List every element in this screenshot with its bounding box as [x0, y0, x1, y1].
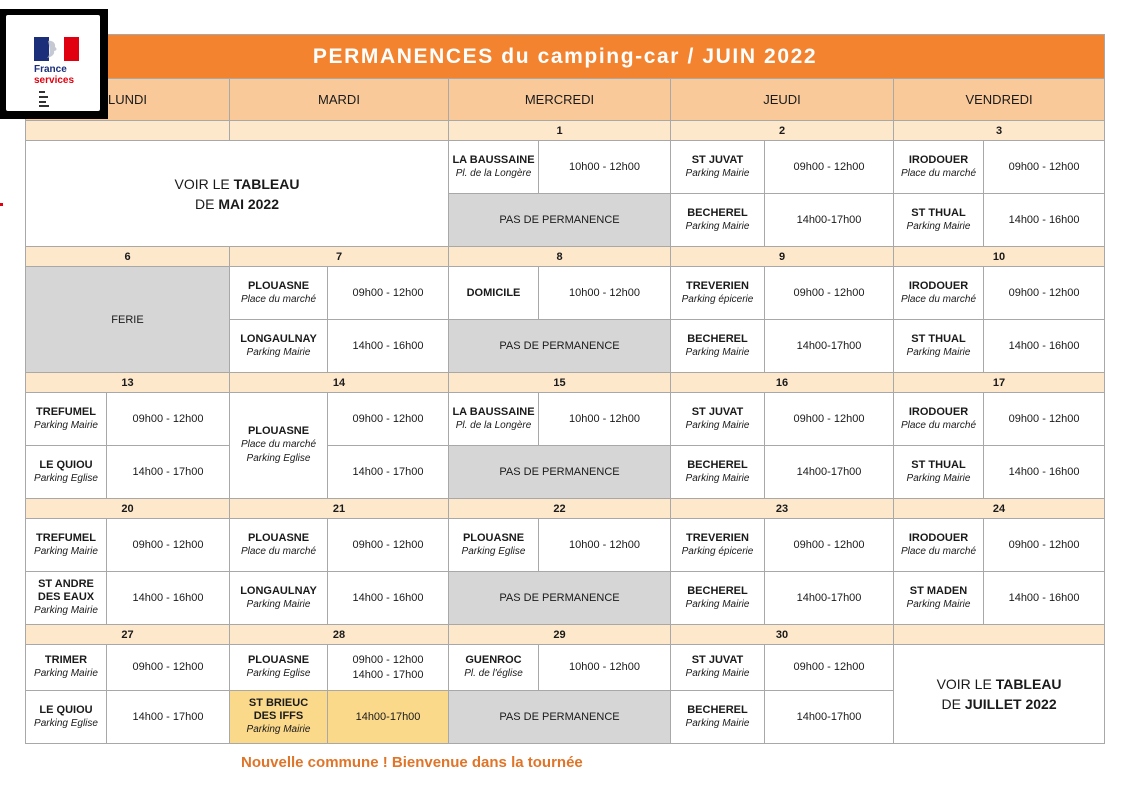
no-permanence-cell: PAS DE PERMANENCE [449, 320, 671, 373]
date-cell: 13 [26, 373, 230, 393]
new-commune-time-cell [328, 691, 449, 744]
time-slot: 09h00 - 12h00 [1008, 412, 1080, 425]
time-cell [539, 645, 671, 691]
date-cell: 21 [230, 499, 449, 519]
time-cell [765, 320, 894, 373]
location-detail: Parking Mairie [906, 598, 971, 610]
new-commune-footnote: Nouvelle commune ! Bienvenue dans la tournée [241, 754, 583, 771]
place-name: TREVERIEN [686, 279, 749, 292]
no-permanence-cell: PAS DE PERMANENCE [449, 194, 671, 247]
page-title: PERMANENCES du camping-car / JUIN 2022 [26, 35, 1105, 79]
time-slot: 09h00 - 12h00 [352, 653, 424, 666]
date-cell: 22 [449, 499, 671, 519]
place-cell [894, 572, 984, 625]
time-slot: 14h00 - 17h00 [132, 710, 204, 723]
no-permanence-cell: PAS DE PERMANENCE [449, 446, 671, 499]
place-cell [26, 645, 107, 691]
location-detail: Place du marché [900, 167, 977, 179]
time-cell [539, 519, 671, 572]
date-cell: 1 [449, 121, 671, 141]
day-header-mardi: MARDI [230, 79, 449, 121]
location-detail: Parking Mairie [906, 472, 971, 484]
logo-line-2: services [34, 75, 75, 86]
time-slot: 14h00 - 16h00 [352, 339, 424, 352]
place-cell [26, 519, 107, 572]
location-detail: Parking Mairie [906, 346, 971, 358]
place-name: LA BAUSSAINE [452, 153, 535, 166]
location-detail: Parking Mairie [34, 605, 98, 616]
time-slot: 14h00 - 16h00 [1008, 591, 1080, 604]
time-cell [328, 320, 449, 373]
place-cell [671, 141, 765, 194]
place-name: TREVERIEN [686, 531, 749, 544]
time-slot: VOIR LE [936, 676, 996, 692]
time-slot: 09h00 - 12h00 [352, 538, 424, 551]
time-cell [984, 141, 1105, 194]
place-name: PLOUASNE [247, 654, 310, 666]
place-cell [449, 519, 539, 572]
time-cell [984, 267, 1105, 320]
time-slot: 14h00 - 16h00 [1008, 465, 1080, 478]
place-cell [449, 267, 539, 320]
time-slot: 14h00-17h00 [796, 591, 862, 604]
day-header-mercredi: MERCREDI [449, 79, 671, 121]
place-name: LONGAULNAY [240, 332, 317, 345]
location-detail: Parking Eglise [34, 472, 98, 484]
time-slot: 14h00 - 16h00 [352, 591, 424, 604]
place-cell [26, 572, 107, 625]
time-cell [984, 446, 1105, 499]
place-name: ST JUVAT [691, 405, 744, 418]
time-cell [328, 393, 449, 446]
date-cell: 28 [230, 625, 449, 645]
day-header-jeudi: JEUDI [671, 79, 894, 121]
red-tick-mark [0, 203, 3, 206]
place-name: IRODOUER [908, 279, 969, 292]
place-cell [671, 320, 765, 373]
location-detail: Parking épicerie [681, 545, 754, 557]
time-slot: 09h00 - 12h00 [793, 412, 865, 425]
place-cell [671, 572, 765, 625]
time-slot: 09h00 - 12h00 [793, 661, 865, 673]
place-name: ST THUAL [911, 332, 966, 345]
time-cell [328, 519, 449, 572]
place-cell [671, 691, 765, 744]
place-cell [230, 645, 328, 691]
place-name: GUENROC [465, 654, 522, 666]
time-slot: 09h00 - 12h00 [132, 661, 204, 673]
place-cell [894, 446, 984, 499]
location-detail: Parking Mairie [685, 419, 750, 431]
place-cell [230, 393, 328, 499]
time-cell [765, 645, 894, 691]
place-name: ST JUVAT [691, 654, 744, 666]
place-name: BECHEREL [687, 332, 748, 345]
place-name: BECHEREL [687, 584, 748, 597]
time-cell [107, 393, 230, 446]
location-detail: Parking Mairie [34, 545, 98, 557]
time-slot: DE [194, 195, 219, 212]
place-name: IRODOUER [908, 405, 969, 418]
holiday-cell: FERIE [26, 267, 230, 373]
place-name: LA BAUSSAINE [452, 405, 535, 418]
date-cell: 20 [26, 499, 230, 519]
france-services-logo [0, 9, 108, 119]
time-cell [328, 267, 449, 320]
location-detail: Parking Mairie [906, 220, 971, 232]
time-slot: 10h00 - 12h00 [569, 661, 640, 673]
time-slot: 09h00 - 12h00 [132, 412, 204, 425]
time-cell [765, 572, 894, 625]
time-slot: 14h00 - 16h00 [1008, 213, 1080, 226]
place-name: BECHEREL [687, 458, 748, 471]
time-cell [107, 645, 230, 691]
place-name: ST JUVAT [691, 153, 744, 166]
place-cell [894, 194, 984, 247]
date-cell: 2 [671, 121, 894, 141]
time-slot: 09h00 - 12h00 [1008, 286, 1080, 299]
location-detail: Parking Eglise [34, 717, 98, 729]
date-cell: 7 [230, 247, 449, 267]
place-cell [26, 446, 107, 499]
place-cell [671, 446, 765, 499]
place-cell [671, 645, 765, 691]
location-detail: Parking Mairie [34, 668, 98, 679]
see-july-table-note: VOIR LE TABLEAU DE JUILLET 2022 [894, 645, 1105, 744]
time-slot: 10h00 - 12h00 [569, 412, 640, 425]
location-detail: Parking Mairie [246, 724, 311, 735]
location-detail: Parking Mairie [685, 598, 750, 610]
location-detail: Parking Mairie [685, 668, 750, 679]
time-slot: 14h00-17h00 [796, 710, 862, 723]
place-name: IRODOUER [908, 153, 969, 166]
time-slot: 14h00 - 16h00 [132, 591, 204, 604]
time-cell [107, 691, 230, 744]
place-cell [26, 393, 107, 446]
location-detail: Place du marché [900, 545, 977, 557]
time-cell [765, 446, 894, 499]
time-slot: 09h00 - 12h00 [352, 286, 424, 299]
date-cell: 23 [671, 499, 894, 519]
time-cell [539, 393, 671, 446]
date-cell-empty [230, 121, 449, 141]
time-slot: 14h00 - 17h00 [352, 668, 424, 681]
time-slot: 14h00-17h00 [796, 213, 862, 226]
location-detail: Pl. de la Longère [455, 167, 532, 179]
location-detail: Parking Mairie [685, 717, 750, 729]
place-cell [449, 141, 539, 194]
time-slot: 10h00 - 12h00 [569, 160, 640, 173]
time-cell [765, 267, 894, 320]
date-cell: 30 [671, 625, 894, 645]
location-detail: Place du marché [240, 545, 317, 557]
location-detail: Place du marché [900, 293, 977, 305]
date-cell-empty [26, 121, 230, 141]
time-cell [765, 691, 894, 744]
time-cell [539, 267, 671, 320]
location-detail: Parking Eglise [246, 453, 311, 464]
place-name: TREFUMEL [36, 531, 96, 544]
place-name: LE QUIOU [39, 703, 93, 716]
place-name: PLOUASNE [462, 531, 525, 544]
time-slot: 09h00 - 12h00 [1008, 538, 1080, 551]
time-slot: 09h00 - 12h00 [793, 286, 865, 299]
date-cell: 16 [671, 373, 894, 393]
place-cell [894, 519, 984, 572]
location-detail: Pl. de l'église [464, 668, 523, 679]
location-detail: Parking Mairie [685, 167, 750, 179]
location-detail: Parking Mairie [34, 419, 98, 431]
place-cell [671, 267, 765, 320]
place-name: PLOUASNE [247, 425, 310, 437]
logo-line-1: France [34, 64, 67, 75]
place-name: TRIMER [44, 654, 88, 666]
time-slot: 14h00 - 16h00 [1008, 339, 1080, 352]
place-cell [230, 572, 328, 625]
location-detail: Place du marché [240, 439, 317, 450]
marianne-flag-icon [34, 37, 79, 61]
time-slot: 09h00 - 12h00 [132, 538, 204, 551]
time-cell [539, 141, 671, 194]
place-name: DES IFFS [253, 710, 304, 722]
time-slot: 10h00 - 12h00 [569, 286, 640, 299]
time-cell [765, 194, 894, 247]
location-detail: Parking Mairie [685, 220, 750, 232]
date-cell: 10 [894, 247, 1105, 267]
time-cell [984, 393, 1105, 446]
time-cell [107, 519, 230, 572]
place-name: LONGAULNAY [240, 584, 317, 597]
schedule-table [25, 34, 1105, 744]
time-cell [765, 393, 894, 446]
location-detail: Parking Eglise [246, 668, 311, 679]
time-slot: DE [941, 696, 965, 712]
time-slot: 14h00-17h00 [796, 339, 862, 352]
place-name: LE QUIOU [39, 458, 93, 471]
place-name: ST BRIEUC [248, 697, 309, 709]
time-slot: 09h00 - 12h00 [352, 412, 424, 425]
time-cell [328, 572, 449, 625]
place-name: IRODOUER [908, 531, 969, 544]
time-slot: 09h00 - 12h00 [793, 538, 865, 551]
time-cell [984, 519, 1105, 572]
location-detail: Pl. de la Longère [455, 419, 532, 431]
place-cell [230, 267, 328, 320]
no-permanence-cell: PAS DE PERMANENCE [449, 572, 671, 625]
place-cell [230, 519, 328, 572]
place-cell [671, 519, 765, 572]
place-name: ST MADEN [909, 584, 968, 597]
republic-mark-icon [38, 89, 54, 109]
location-detail: Parking Mairie [685, 346, 750, 358]
location-detail: Parking Mairie [246, 598, 311, 610]
place-name: ST THUAL [911, 206, 966, 219]
date-cell: 24 [894, 499, 1105, 519]
time-cell [984, 572, 1105, 625]
location-detail: Parking Mairie [685, 472, 750, 484]
location-detail: Parking Eglise [461, 545, 526, 557]
see-may-table-note: VOIR LE TABLEAU DE MAI 2022 [26, 141, 449, 247]
place-name: PLOUASNE [247, 531, 310, 544]
location-detail: Place du marché [240, 293, 317, 305]
time-slot: 09h00 - 12h00 [793, 160, 865, 173]
time-slot: 10h00 - 12h00 [569, 538, 640, 551]
time-cell [765, 141, 894, 194]
place-name: ST THUAL [911, 458, 966, 471]
time-cell [328, 446, 449, 499]
time-cell [984, 194, 1105, 247]
time-cell [107, 572, 230, 625]
time-slot: 14h00 - 17h00 [352, 465, 424, 478]
place-cell [671, 194, 765, 247]
place-name: DES EAUX [37, 591, 95, 603]
place-cell [894, 393, 984, 446]
date-cell: 6 [26, 247, 230, 267]
date-cell: 9 [671, 247, 894, 267]
place-name: DOMICILE [466, 286, 521, 299]
time-cell [328, 645, 449, 691]
date-cell: 3 [894, 121, 1105, 141]
date-cell: 8 [449, 247, 671, 267]
no-permanence-cell: PAS DE PERMANENCE [449, 691, 671, 744]
place-cell [894, 141, 984, 194]
time-slot: 09h00 - 12h00 [1008, 160, 1080, 173]
date-cell: 29 [449, 625, 671, 645]
place-cell [230, 320, 328, 373]
time-slot: 14h00-17h00 [796, 465, 862, 478]
time-slot: 14h00 - 17h00 [132, 465, 204, 478]
place-cell [449, 645, 539, 691]
day-header-vendredi: VENDREDI [894, 79, 1105, 121]
place-name: BECHEREL [687, 703, 748, 716]
time-slot: VOIR LE [174, 175, 234, 192]
place-name: TREFUMEL [36, 405, 96, 418]
location-detail: Parking Mairie [246, 346, 311, 358]
place-cell [894, 267, 984, 320]
date-cell: 17 [894, 373, 1105, 393]
new-commune-place-cell [230, 691, 328, 744]
date-cell-empty [894, 625, 1105, 645]
place-name: ST ANDRE [38, 578, 94, 590]
place-cell [449, 393, 539, 446]
place-cell [671, 393, 765, 446]
time-cell [107, 446, 230, 499]
date-cell: 15 [449, 373, 671, 393]
location-detail: Parking épicerie [681, 293, 754, 305]
day-header-lundi: LUNDI [26, 79, 230, 121]
location-detail: Place du marché [900, 419, 977, 431]
place-cell [894, 320, 984, 373]
time-slot: 14h00-17h00 [355, 710, 421, 723]
time-cell [765, 519, 894, 572]
date-cell: 14 [230, 373, 449, 393]
place-name: BECHEREL [687, 206, 748, 219]
time-cell [984, 320, 1105, 373]
place-cell [26, 691, 107, 744]
date-cell: 27 [26, 625, 230, 645]
place-name: PLOUASNE [247, 279, 310, 292]
